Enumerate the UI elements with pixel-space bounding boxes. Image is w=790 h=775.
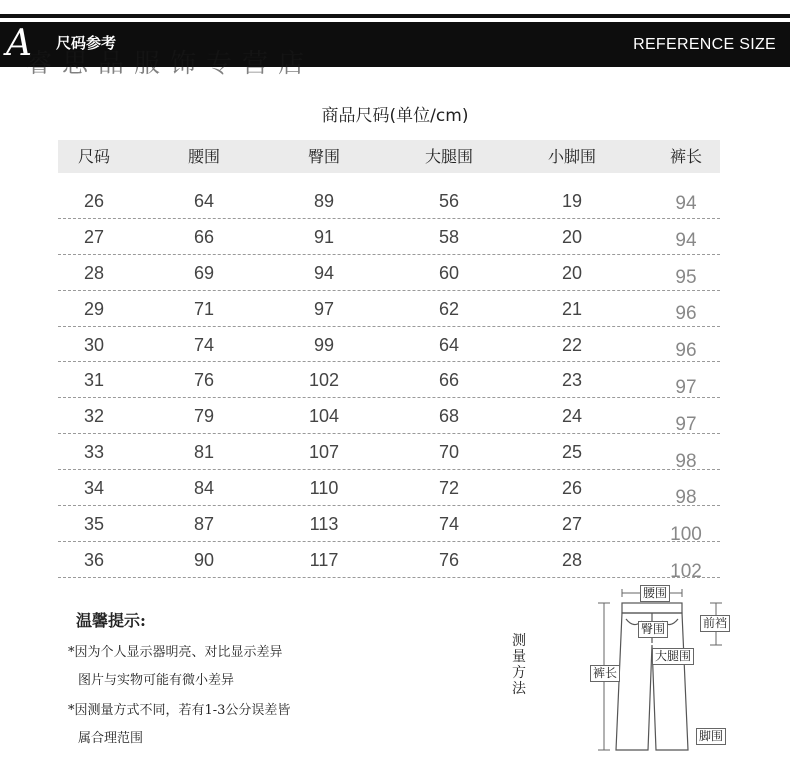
tips-title: 温馨提示: xyxy=(76,611,146,630)
label-hem: 脚围 xyxy=(696,728,726,745)
cell-length: 95 xyxy=(675,266,697,288)
table-row xyxy=(58,470,720,509)
tip-line-1: *因为个人显示器明亮、对比显示差异 xyxy=(68,645,283,660)
cell-waist: 69 xyxy=(193,262,215,283)
cell-waist: 79 xyxy=(193,406,215,427)
cell-waist: 66 xyxy=(193,226,215,247)
cell-hem: 21 xyxy=(561,298,583,319)
col-hem: 小脚围 xyxy=(547,147,596,166)
label-rise: 前裆 xyxy=(700,615,730,632)
cell-size: 28 xyxy=(83,262,105,283)
label-hip: 臀围 xyxy=(638,621,668,638)
header-title-cn: 尺码参考 xyxy=(56,34,117,52)
cell-hem: 28 xyxy=(561,549,583,570)
header-letter-mark: A xyxy=(6,23,32,64)
label-length: 裤长 xyxy=(590,665,620,682)
cell-size: 29 xyxy=(83,298,105,319)
cell-waist: 76 xyxy=(193,370,215,391)
cell-thigh: 62 xyxy=(438,298,460,319)
cell-hip: 91 xyxy=(313,226,335,247)
cell-hem: 26 xyxy=(561,478,583,499)
measure-method-title: 测量方法 xyxy=(512,633,526,697)
col-thigh: 大腿围 xyxy=(424,147,473,166)
cell-size: 32 xyxy=(83,406,105,427)
cell-length: 97 xyxy=(675,376,697,398)
cell-waist: 64 xyxy=(193,191,215,211)
col-hip: 臀围 xyxy=(307,147,340,166)
cell-waist: 90 xyxy=(193,549,215,570)
cell-hem: 20 xyxy=(561,262,583,283)
cell-hip: 117 xyxy=(309,549,339,570)
cell-thigh: 58 xyxy=(438,226,460,247)
table-row xyxy=(58,542,720,582)
table-row xyxy=(58,183,720,219)
tip-line-4: 属合理范围 xyxy=(78,731,144,746)
table-row xyxy=(58,255,720,291)
table-caption: 商品尺码(单位/cm) xyxy=(321,106,469,126)
cell-thigh: 66 xyxy=(438,370,460,391)
cell-hem: 22 xyxy=(561,334,583,355)
cell-hip: 110 xyxy=(309,478,339,499)
cell-thigh: 76 xyxy=(438,549,460,570)
cell-size: 26 xyxy=(83,191,105,211)
table-row xyxy=(58,327,720,363)
cell-hip: 107 xyxy=(308,442,340,463)
cell-hip: 102 xyxy=(308,370,340,391)
cell-length: 98 xyxy=(675,450,697,472)
cell-waist: 84 xyxy=(193,478,215,499)
cell-thigh: 56 xyxy=(438,191,460,211)
header-top-rule xyxy=(0,14,790,18)
col-length: 裤长 xyxy=(669,147,702,166)
cell-hem: 27 xyxy=(561,514,583,535)
cell-hip: 97 xyxy=(313,298,335,319)
cell-waist: 87 xyxy=(193,514,215,535)
label-thigh: 大腿围 xyxy=(652,648,694,665)
table-row xyxy=(58,506,720,546)
cell-size: 33 xyxy=(83,442,105,463)
cell-size: 35 xyxy=(83,514,105,535)
cell-thigh: 70 xyxy=(438,442,460,463)
cell-length: 96 xyxy=(675,340,697,362)
cell-hip: 99 xyxy=(313,334,335,355)
cell-size: 27 xyxy=(83,226,105,247)
cell-hem: 23 xyxy=(561,370,583,391)
cell-length: 96 xyxy=(675,303,697,325)
cell-thigh: 64 xyxy=(438,334,460,355)
cell-size: 34 xyxy=(83,478,105,499)
cell-hem: 19 xyxy=(561,191,583,211)
cell-waist: 74 xyxy=(193,334,215,355)
header-title-en: REFERENCE SIZE xyxy=(633,36,776,53)
table-row xyxy=(58,398,720,434)
cell-length: 100 xyxy=(670,524,702,546)
cell-length: 102 xyxy=(670,560,702,582)
table-row xyxy=(58,291,720,327)
cell-size: 31 xyxy=(83,370,105,391)
col-size: 尺码 xyxy=(77,147,110,166)
cell-hip: 89 xyxy=(313,191,335,211)
cell-waist: 71 xyxy=(193,298,215,319)
table-body xyxy=(58,183,720,582)
shop-watermark: 睿思品服饰专营店 xyxy=(26,49,315,79)
cell-thigh: 74 xyxy=(438,514,460,535)
cell-size: 30 xyxy=(83,334,105,355)
table-row xyxy=(58,362,720,398)
table-row xyxy=(58,434,720,470)
cell-size: 36 xyxy=(83,549,105,570)
label-waist: 腰围 xyxy=(640,585,670,602)
cell-hip: 104 xyxy=(308,406,340,427)
cell-hip: 94 xyxy=(313,262,335,283)
cell-thigh: 60 xyxy=(438,262,460,283)
cell-thigh: 72 xyxy=(438,478,460,499)
cell-hem: 20 xyxy=(561,226,583,247)
tip-line-2: 图片与实物可能有微小差异 xyxy=(78,673,235,688)
cell-waist: 81 xyxy=(193,442,215,463)
table-header xyxy=(58,140,720,173)
cell-length: 98 xyxy=(675,487,697,509)
cell-hem: 25 xyxy=(561,442,583,463)
table-row xyxy=(58,219,720,255)
cell-length: 94 xyxy=(675,229,697,251)
cell-hip: 113 xyxy=(309,514,339,535)
pants-diagram xyxy=(580,585,740,760)
cell-thigh: 68 xyxy=(438,406,460,427)
cell-length: 97 xyxy=(675,413,697,435)
cell-hem: 24 xyxy=(561,406,583,427)
cell-length: 94 xyxy=(675,193,697,214)
tip-line-3: *因测量方式不同，若有1-3公分误差皆 xyxy=(68,703,291,718)
col-waist: 腰围 xyxy=(187,147,220,166)
